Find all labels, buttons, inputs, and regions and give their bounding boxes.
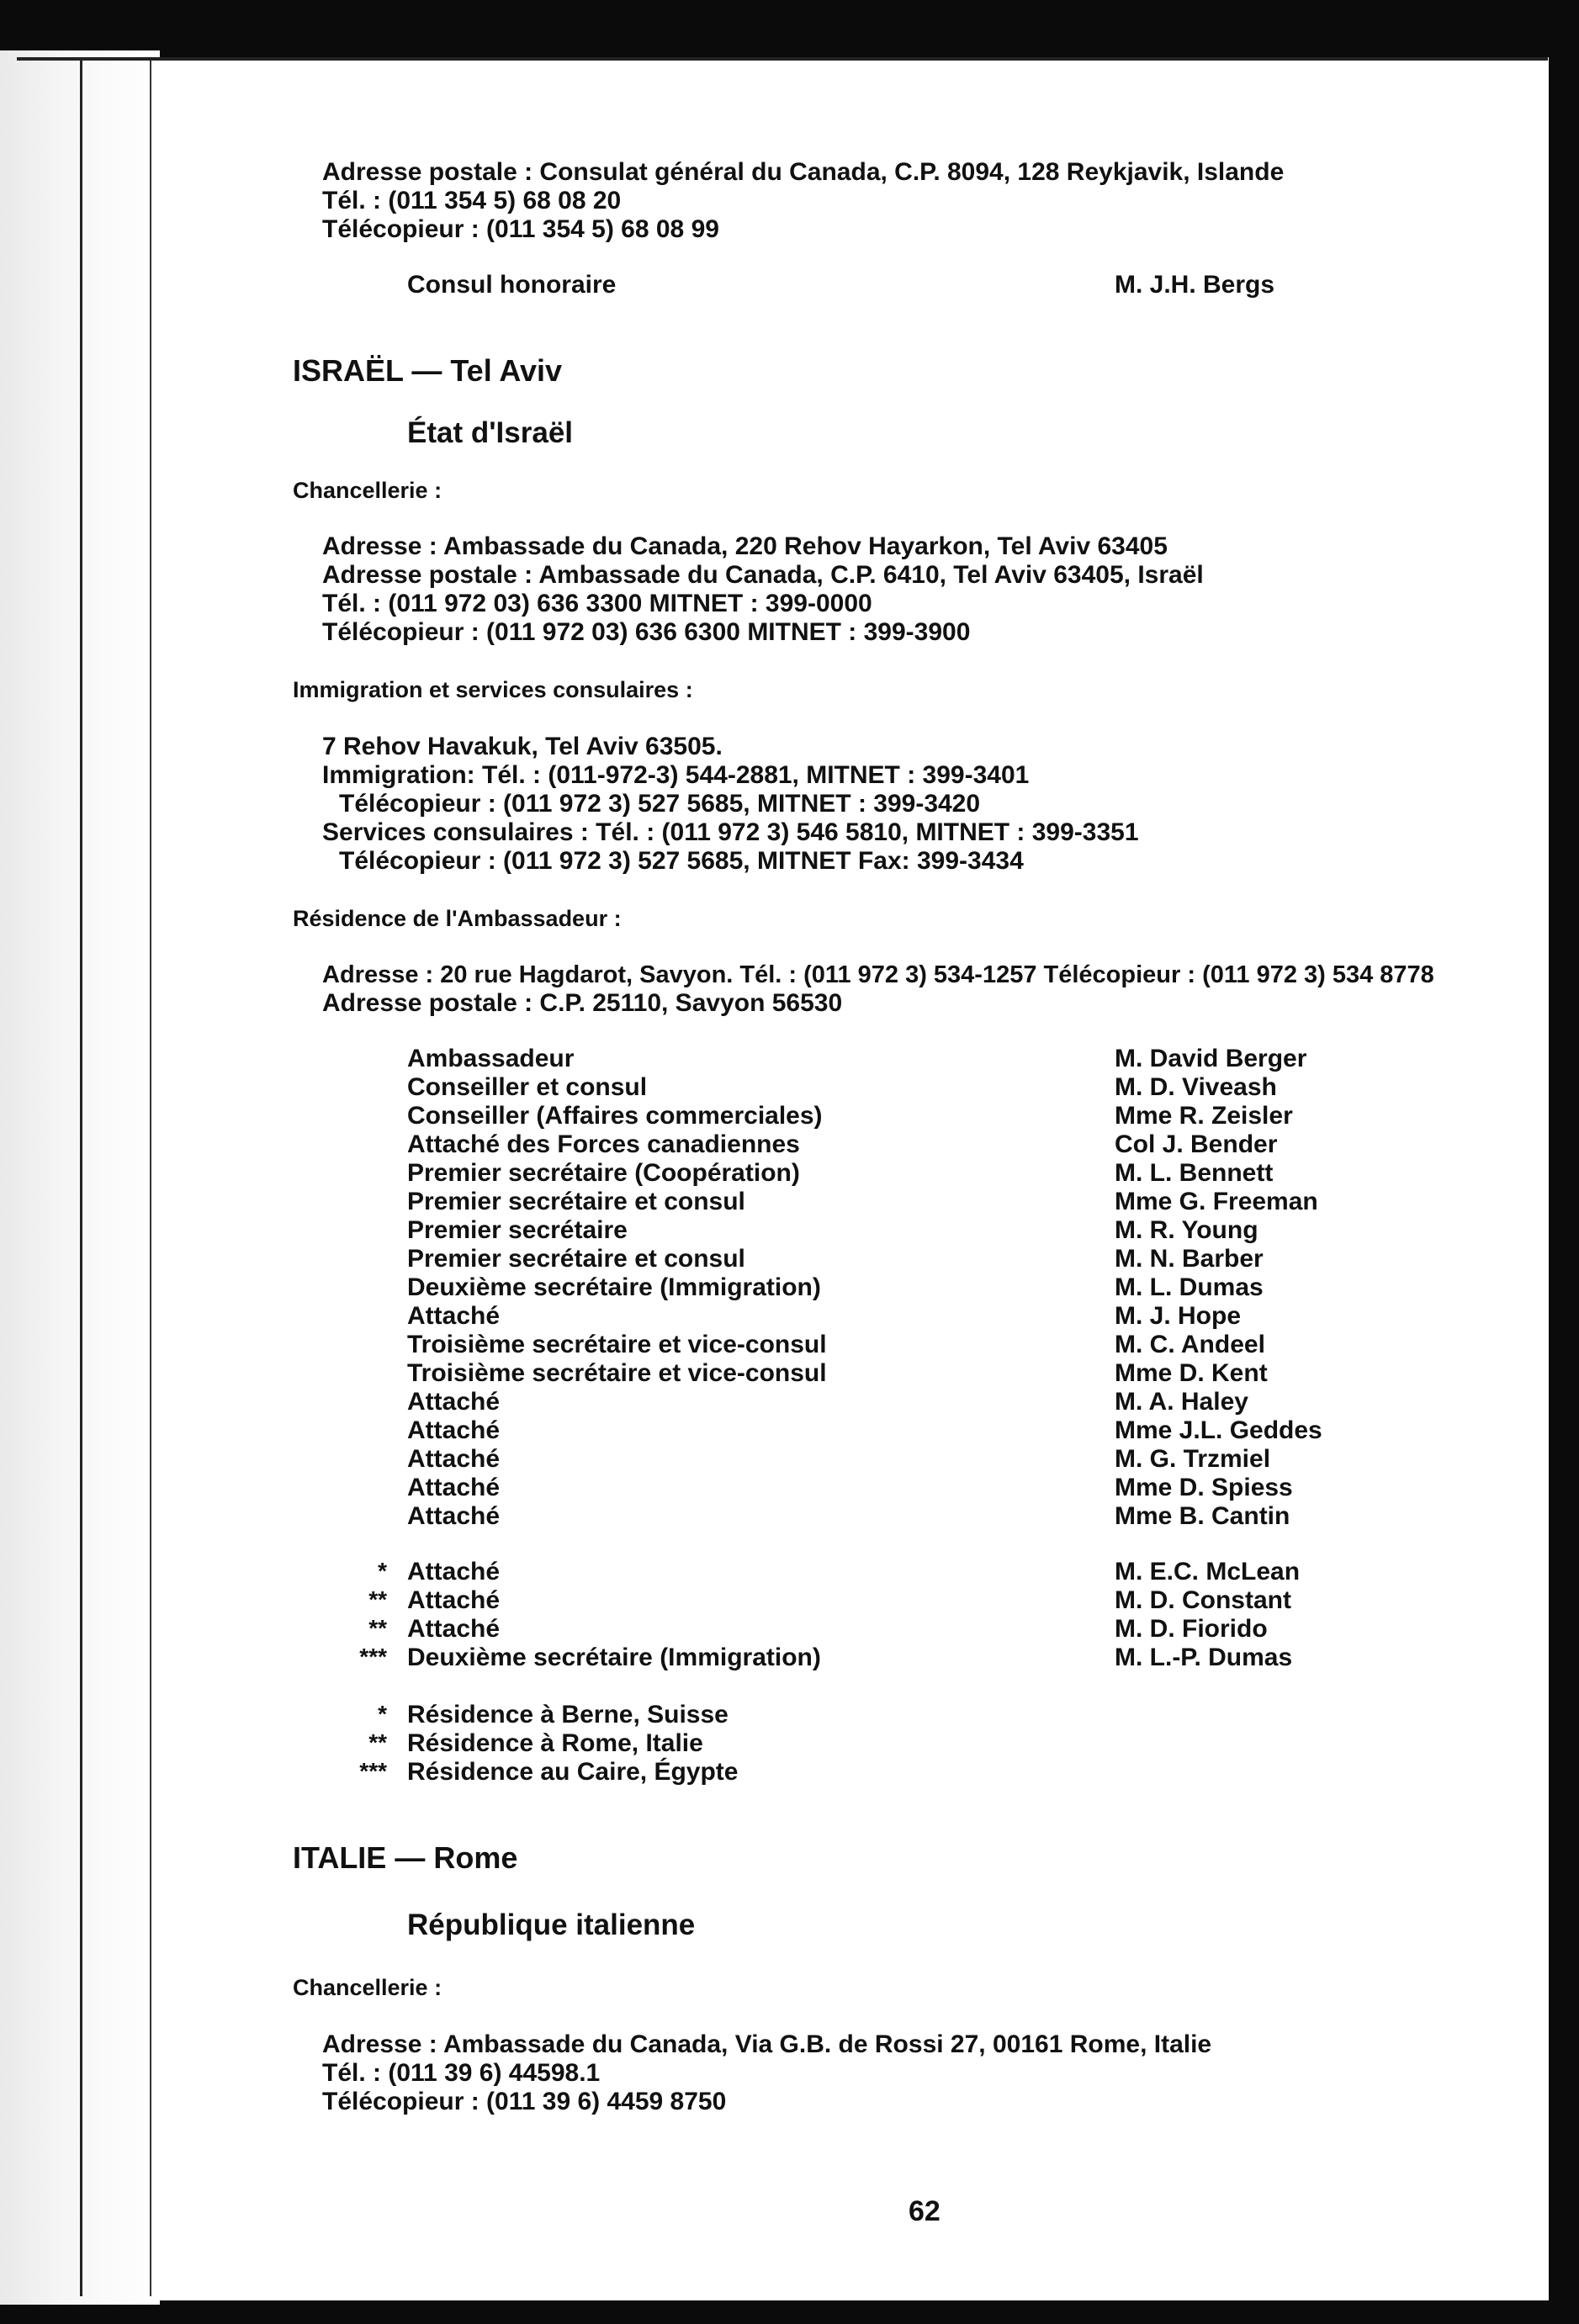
staff-role: Deuxième secrétaire (Immigration)	[407, 1644, 821, 1671]
staff-role: Attaché	[407, 1558, 501, 1586]
address-line: Tél. : (011 39 6) 44598.1	[322, 2059, 601, 2087]
staff-name: M. J. Hope	[1115, 1302, 1242, 1330]
iceland-postal: Adresse postale : Consulat général du Canada, C.P. 8094, 128 Reykjavik, Islande	[322, 158, 1285, 186]
footnote-text: Résidence à Berne, Suisse	[407, 1701, 729, 1728]
iceland-fax: Télécopieur : (011 354 5) 68 08 99	[322, 215, 719, 243]
section-label: Immigration et services consulaires :	[293, 677, 693, 702]
staff-role: Attaché des Forces canadiennes	[407, 1130, 800, 1158]
spine-edge	[150, 59, 151, 2296]
staff-role: Troisième secrétaire et vice-consul	[407, 1359, 827, 1387]
scan-border-bottom	[0, 2300, 1579, 2324]
address-line: Immigration: Tél. : (011-972-3) 544-2881, MITNET : 399-3401	[322, 761, 1030, 789]
staff-role: Troisième secrétaire et vice-consul	[407, 1331, 827, 1358]
staff-role: Deuxième secrétaire (Immigration)	[407, 1273, 821, 1301]
footnote-marker: **	[368, 1729, 387, 1755]
staff-role: Premier secrétaire et consul	[407, 1188, 745, 1215]
footnote-marker: *	[378, 1701, 387, 1727]
scan-border-right	[1549, 50, 1579, 2324]
staff-role: Conseiller et consul	[407, 1073, 648, 1101]
staff-name: M. C. Andeel	[1115, 1331, 1265, 1358]
footnote-marker: **	[368, 1586, 387, 1612]
staff-role: Premier secrétaire et consul	[407, 1245, 745, 1273]
address-line: Adresse postale : C.P. 25110, Savyon 56530	[322, 989, 843, 1017]
staff-role: Attaché	[407, 1302, 501, 1330]
staff-role: Attaché	[407, 1416, 501, 1444]
section-label: Chancellerie :	[293, 478, 442, 503]
staff-name: M. R. Young	[1115, 1216, 1258, 1244]
address-line: Télécopieur : (011 972 03) 636 6300 MITNET : 399-3900	[322, 618, 971, 646]
state-name: État d'Israël	[407, 416, 574, 449]
staff-name: M. J.H. Bergs	[1115, 271, 1275, 299]
page-number: 62	[909, 2195, 941, 2227]
staff-role: Ambassadeur	[407, 1045, 575, 1072]
address-line: Adresse : 20 rue Hagdarot, Savyon. Tél. : (011 972 3) 534-1257 Télécopieur : (011 972 3) 534 8778	[322, 961, 1434, 988]
staff-role: Premier secrétaire	[407, 1216, 628, 1244]
staff-name: Mme G. Freeman	[1115, 1188, 1318, 1215]
address-line: Adresse postale : Ambassade du Canada, C.P. 6410, Tel Aviv 63405, Israël	[322, 561, 1204, 589]
staff-name: M. D. Constant	[1115, 1586, 1291, 1614]
staff-name: M. David Berger	[1115, 1045, 1307, 1072]
country-heading: ISRAËL — Tel Aviv	[293, 353, 563, 388]
footnote-marker: ***	[359, 1644, 387, 1670]
address-line: Services consulaires : Tél. : (011 972 3) 546 5810, MITNET : 399-3351	[322, 818, 1139, 846]
footnote-text: Résidence à Rome, Italie	[407, 1729, 703, 1757]
staff-role: Attaché	[407, 1502, 501, 1530]
address-line: Télécopieur : (011 972 3) 527 5685, MITNET : 399-3420	[339, 790, 981, 818]
footnote-text: Résidence au Caire, Égypte	[407, 1758, 739, 1786]
staff-role: Attaché	[407, 1474, 501, 1501]
address-line: Télécopieur : (011 972 3) 527 5685, MITNET Fax: 399-3434	[339, 847, 1024, 875]
address-line: Tél. : (011 972 03) 636 3300 MITNET : 399-0000	[322, 590, 872, 617]
staff-role: Premier secrétaire (Coopération)	[407, 1159, 800, 1187]
staff-role: Attaché	[407, 1586, 501, 1614]
country-heading: ITALIE — Rome	[293, 1840, 518, 1875]
footnote-marker: **	[368, 1615, 387, 1641]
address-line: Télécopieur : (011 39 6) 4459 8750	[322, 2088, 727, 2115]
staff-role: Attaché	[407, 1388, 501, 1416]
address-line: 7 Rehov Havakuk, Tel Aviv 63505.	[322, 733, 723, 760]
staff-name: M. A. Haley	[1115, 1388, 1248, 1416]
staff-name: Mme B. Cantin	[1115, 1502, 1290, 1530]
address-line: Adresse : Ambassade du Canada, 220 Rehov Hayarkon, Tel Aviv 63405	[322, 532, 1168, 560]
staff-name: M. G. Trzmiel	[1115, 1445, 1271, 1473]
staff-name: M. L. Bennett	[1115, 1159, 1274, 1187]
staff-name: Mme D. Kent	[1115, 1359, 1268, 1387]
footnote-marker: ***	[359, 1758, 387, 1784]
staff-role: Attaché	[407, 1445, 501, 1473]
staff-name: Mme R. Zeisler	[1115, 1102, 1293, 1130]
iceland-tel: Tél. : (011 354 5) 68 08 20	[322, 187, 622, 214]
staff-name: M. D. Viveash	[1115, 1073, 1277, 1101]
staff-name: Mme J.L. Geddes	[1115, 1416, 1322, 1444]
page-edge	[17, 57, 1548, 61]
staff-name: M. N. Barber	[1115, 1245, 1264, 1273]
staff-name: Col J. Bender	[1115, 1130, 1278, 1158]
scan-border-top	[0, 0, 1579, 57]
state-name: République italienne	[407, 1908, 696, 1941]
staff-name: M. D. Fiorido	[1115, 1615, 1268, 1643]
staff-role: Consul honoraire	[407, 271, 617, 299]
staff-name: M. L.-P. Dumas	[1115, 1644, 1293, 1671]
footnote-marker: *	[378, 1558, 387, 1584]
staff-name: M. L. Dumas	[1115, 1273, 1264, 1301]
staff-name: Mme D. Spiess	[1115, 1474, 1293, 1501]
staff-role: Attaché	[407, 1615, 501, 1643]
section-label: Résidence de l'Ambassadeur :	[293, 906, 622, 931]
address-line: Adresse : Ambassade du Canada, Via G.B. de Rossi 27, 00161 Rome, Italie	[322, 2030, 1212, 2058]
staff-name: M. E.C. McLean	[1115, 1558, 1301, 1586]
section-label: Chancellerie :	[293, 1975, 442, 2000]
spine-edge	[80, 59, 82, 2296]
staff-role: Conseiller (Affaires commerciales)	[407, 1102, 823, 1130]
